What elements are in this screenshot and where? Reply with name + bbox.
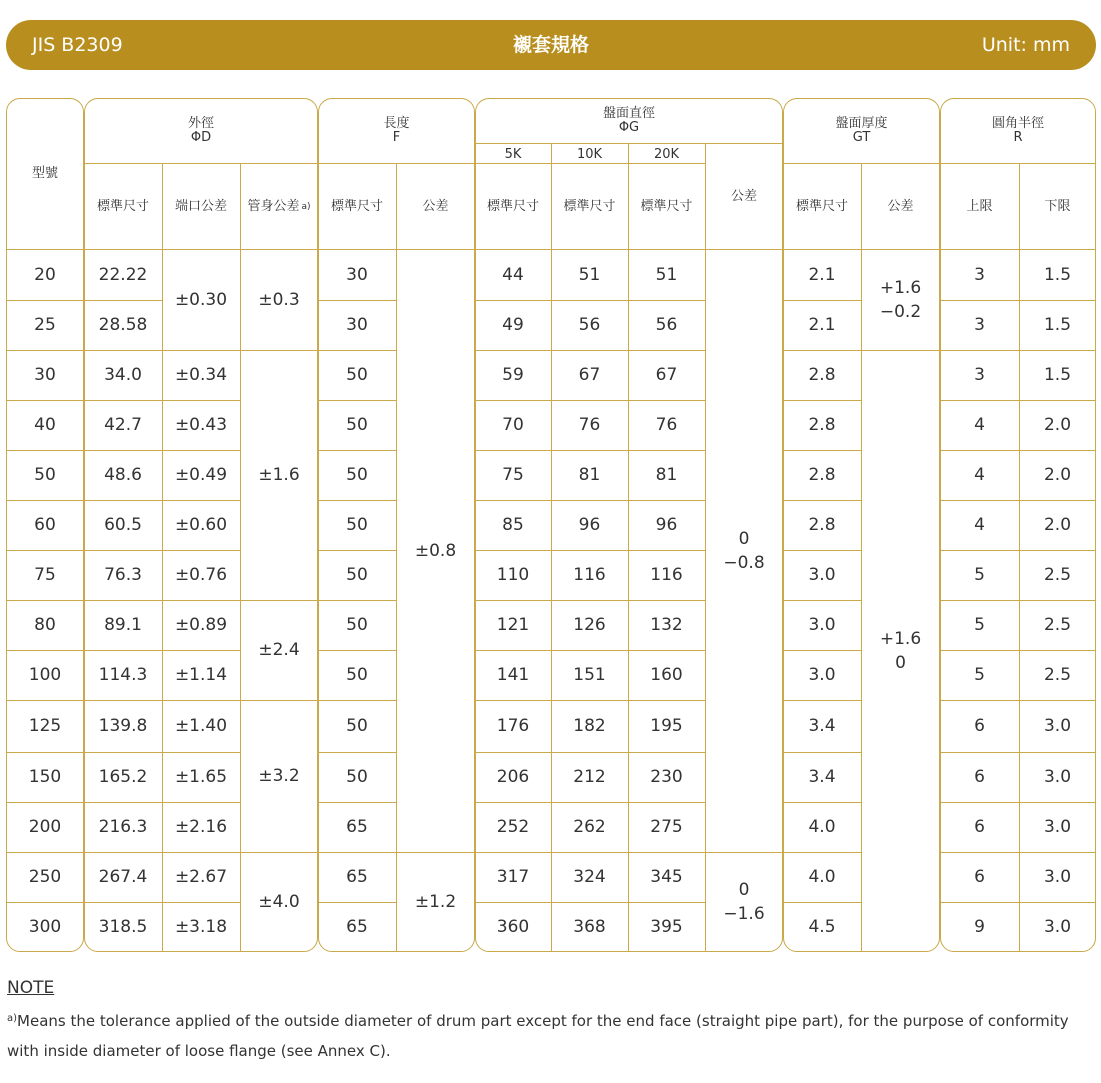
grid-line [162,164,163,250]
cell-g5: 141 [496,665,530,685]
grid-line [551,144,552,250]
header-corner-radius: 圓角半徑 R [991,116,1044,145]
cell-model: 60 [34,515,56,535]
cell-r-up: 5 [974,565,985,585]
cell-od: 165.2 [98,767,148,787]
cell-g5: 176 [496,716,530,736]
cell-len: 50 [346,365,368,385]
cell-r-up: 6 [974,817,985,837]
cell-len: 30 [346,315,368,335]
header-outer-diameter: 外徑 ΦD [187,116,214,145]
cell-len: 30 [346,265,368,285]
cell-model: 250 [28,867,62,887]
grid-line [84,163,318,164]
cell-r-up: 4 [974,415,985,435]
grid-line [240,600,318,601]
cell-g20: 395 [650,917,683,937]
header-face-5k: 5K [504,146,522,162]
cell-od-tol: ±0.76 [174,565,228,585]
note-marker: a) [7,1013,18,1024]
cell-gt: 4.5 [808,917,836,937]
cell-r-up: 5 [974,665,985,685]
cell-g5: 44 [502,265,524,285]
cell-len: 50 [346,767,368,787]
cell-gt: 2.1 [808,265,836,285]
body-tolerance-20-25: ±0.3 [258,290,300,310]
header-od-body-tolerance [240,164,318,250]
spec-table [6,98,1096,952]
cell-r-lo: 1.5 [1043,365,1072,385]
cell-g10: 67 [578,365,601,385]
cell-od: 267.4 [98,867,148,887]
grid-line [240,250,241,952]
cell-od-tol: ±1.65 [174,767,228,787]
cell-g10: 212 [573,767,606,787]
cell-od-tol: ±0.60 [174,515,228,535]
grid-line [240,852,318,853]
grid-line [705,250,706,952]
cell-r-up: 3 [974,365,985,385]
grid-line [396,164,397,250]
cell-gt: 2.1 [808,315,836,335]
header-face-diameter: 盤面直徑 ΦG [602,106,655,135]
cell-g20: 160 [650,665,683,685]
cell-g10: 151 [573,665,606,685]
header-length-standard: 標準尺寸 [330,199,383,214]
cell-r-up: 3 [974,315,985,335]
grid-line [861,350,940,351]
cell-g10: 81 [578,465,601,485]
cell-model: 30 [34,365,56,385]
standard-code: JIS B2309 [32,34,123,56]
cell-gt: 3.0 [808,565,836,585]
cell-model: 25 [34,315,56,335]
cell-model: 125 [28,716,62,736]
cell-g10: 56 [578,315,601,335]
cell-len: 50 [346,615,368,635]
cell-len: 65 [346,917,368,937]
cell-g10: 96 [578,515,601,535]
cell-g10: 262 [573,817,606,837]
cell-g5: 70 [502,415,524,435]
cell-od: 60.5 [104,515,142,535]
cell-r-up: 6 [974,767,985,787]
cell-g20: 132 [650,615,683,635]
length-tolerance-250-300: ±1.2 [414,892,457,912]
cell-r-lo: 3.0 [1043,867,1072,887]
title-banner [6,20,1096,70]
cell-g10: 76 [578,415,601,435]
cell-len: 50 [346,716,368,736]
grid-line [628,144,629,250]
cell-r-up: 5 [974,615,985,635]
body-tolerance-125-200: ±3.2 [258,766,300,786]
cell-g10: 126 [573,615,606,635]
cell-g5: 49 [502,315,524,335]
cell-gt: 3.4 [808,767,836,787]
grid-line [705,144,706,250]
cell-g10: 51 [578,265,601,285]
cell-g5: 75 [502,465,524,485]
body-tolerance-80-100: ±2.4 [258,640,300,660]
note-text: Means the tolerance applied of the outside diameter of drum part except for the end face (straight pipe part), for the purpose of conformity with inside diameter of loose flange (see Annex C). [7,1012,1069,1060]
cell-g5: 206 [496,767,530,787]
cell-g20: 275 [650,817,683,837]
cell-r-lo: 2.0 [1043,465,1072,485]
cell-od: 318.5 [98,917,148,937]
cell-g10: 368 [573,917,606,937]
header-length: 長度 F [383,116,410,145]
header-od-standard: 標準尺寸 [96,199,149,214]
cell-gt: 4.0 [808,817,836,837]
cell-od-tol: ±2.67 [174,867,228,887]
od-end-tolerance-20-25: ±0.30 [174,290,228,310]
cell-r-lo: 2.5 [1043,565,1072,585]
cell-r-lo: 3.0 [1043,817,1072,837]
cell-r-up: 9 [974,917,985,937]
footnote-marker: a) [301,202,311,212]
table-title: 襯套規格 [512,34,589,56]
body-tolerance-250-300: ±4.0 [258,892,300,912]
cell-model: 300 [28,917,62,937]
cell-od-tol: ±0.34 [174,365,228,385]
cell-g5: 121 [496,615,530,635]
cell-model: 75 [34,565,56,585]
cell-g20: 67 [655,365,678,385]
grid-line [861,250,862,952]
cell-r-lo: 3.0 [1043,767,1072,787]
cell-g20: 81 [655,465,678,485]
grid-line [475,143,783,144]
cell-r-up: 4 [974,465,985,485]
cell-od: 42.7 [104,415,142,435]
grid-line [861,164,862,250]
cell-gt: 3.0 [808,615,836,635]
cell-model: 100 [28,665,62,685]
header-model: 型號 [31,166,58,181]
cell-od: 139.8 [98,716,148,736]
cell-r-lo: 1.5 [1043,315,1072,335]
cell-od: 76.3 [104,565,142,585]
cell-g10: 116 [573,565,606,585]
unit-label: Unit: mm [981,34,1070,56]
cell-od-tol: ±2.16 [174,817,228,837]
grid-line [475,163,705,164]
cell-g5: 252 [496,817,530,837]
cell-len: 65 [346,867,368,887]
header-face-tolerance: 公差 [730,189,757,204]
cell-g20: 51 [655,265,678,285]
cell-r-up: 4 [974,515,985,535]
cell-r-up: 3 [974,265,985,285]
cell-gt: 3.0 [808,665,836,685]
note-body [7,1004,1092,1066]
cell-model: 150 [28,767,62,787]
header-face-20k-standard: 標準尺寸 [640,199,693,214]
grid-line [396,250,397,952]
header-face-10k-standard: 標準尺寸 [563,199,616,214]
cell-r-lo: 2.5 [1043,665,1072,685]
cell-len: 50 [346,565,368,585]
length-tolerance-20-200: ±0.8 [414,541,457,561]
cell-gt: 4.0 [808,867,836,887]
cell-g5: 110 [496,565,530,585]
note-title: NOTE [7,978,55,998]
cell-od-tol: ±0.89 [174,615,228,635]
thickness-tolerance-20-25: +1.6 −0.2 [879,278,922,322]
cell-od: 34.0 [104,365,142,385]
header-od-end-tolerance: 端口公差 [174,199,227,214]
cell-od: 216.3 [98,817,148,837]
cell-gt: 2.8 [808,515,836,535]
cell-gt: 2.8 [808,465,836,485]
cell-od: 89.1 [104,615,142,635]
grid-line [1019,164,1020,250]
cell-od-tol: ±0.49 [174,465,228,485]
cell-gt: 3.4 [808,716,836,736]
cell-len: 50 [346,415,368,435]
cell-g20: 230 [650,767,683,787]
cell-g10: 182 [573,716,606,736]
face-tolerance-250-300: 0 −1.6 [723,880,765,924]
cell-od-tol: ±0.43 [174,415,228,435]
cell-g20: 195 [650,716,683,736]
cell-g5: 360 [496,917,530,937]
header-length-tolerance: 公差 [422,199,449,214]
cell-r-up: 6 [974,867,985,887]
cell-g20: 116 [650,565,683,585]
cell-model: 50 [34,465,56,485]
cell-g5: 59 [502,365,524,385]
grid-line [396,852,475,853]
body-tolerance-30-75: ±1.6 [258,465,300,485]
cell-r-up: 6 [974,716,985,736]
cell-len: 50 [346,465,368,485]
cell-od-tol: ±1.14 [174,665,228,685]
header-thickness-standard: 標準尺寸 [795,199,848,214]
header-radius-upper: 上限 [966,199,993,214]
cell-g20: 96 [655,515,678,535]
cell-od: 22.22 [98,265,148,285]
cell-gt: 2.8 [808,415,836,435]
grid-line [705,852,783,853]
cell-model: 200 [28,817,62,837]
cell-od-tol: ±1.40 [174,716,228,736]
cell-len: 50 [346,515,368,535]
header-face-20k: 20K [653,146,680,162]
header-radius-lower: 下限 [1044,199,1071,214]
cell-g10: 324 [573,867,606,887]
grid-line [240,164,241,250]
cell-g5: 85 [502,515,524,535]
cell-r-lo: 3.0 [1043,917,1072,937]
cell-model: 80 [34,615,56,635]
cell-od: 48.6 [104,465,142,485]
cell-len: 65 [346,817,368,837]
face-tolerance-20-200: 0 −0.8 [723,529,765,573]
header-face-5k-standard: 標準尺寸 [486,199,539,214]
cell-od: 28.58 [98,315,148,335]
grid-line [240,350,318,351]
cell-r-lo: 3.0 [1043,716,1072,736]
grid-line [940,163,1096,164]
cell-r-lo: 1.5 [1043,265,1072,285]
cell-g5: 317 [496,867,530,887]
cell-g20: 76 [655,415,678,435]
cell-model: 40 [34,415,56,435]
cell-g20: 345 [650,867,683,887]
header-od-body-label: 管身公差 [247,199,300,214]
thickness-tolerance-30-300: +1.6 0 [879,629,922,673]
cell-od: 114.3 [98,665,148,685]
cell-gt: 2.8 [808,365,836,385]
cell-r-lo: 2.0 [1043,515,1072,535]
cell-len: 50 [346,665,368,685]
note-section [7,978,1092,1066]
grid-line [240,700,318,701]
header-face-10k: 10K [576,146,603,162]
cell-g20: 56 [655,315,678,335]
cell-model: 20 [34,265,56,285]
header-thickness-tolerance: 公差 [887,199,914,214]
cell-r-lo: 2.0 [1043,415,1072,435]
header-face-thickness: 盤面厚度 GT [835,116,888,145]
cell-r-lo: 2.5 [1043,615,1072,635]
cell-od-tol: ±3.18 [174,917,228,937]
